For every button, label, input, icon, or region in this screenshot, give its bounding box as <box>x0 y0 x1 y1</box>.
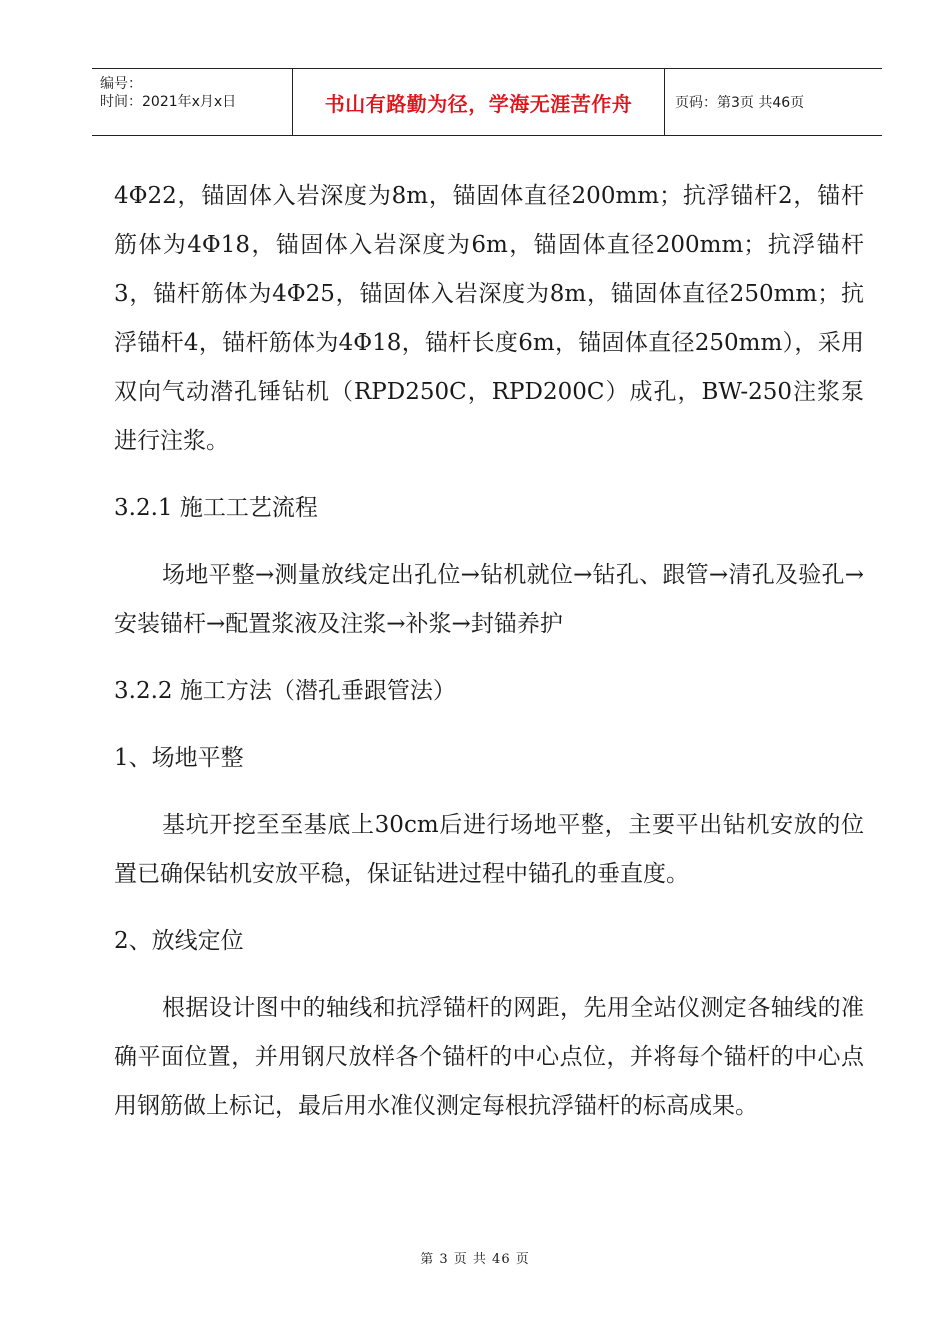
paragraph-site-leveling: 基坑开挖至至基底上30cm后进行场地平整，主要平出钻机安放的位置已确保钻机安放平稳，保证钻进过程中锚孔的垂直度。 <box>114 812 864 887</box>
header-motto: 书山有路勤为径，学海无涯苦作舟 <box>293 69 665 135</box>
subheading-layout-positioning: 2、放线定位 <box>114 928 244 954</box>
paragraph-anchor-specs: 4Φ22，锚固体入岩深度为8m，锚固体直径200mm；抗浮锚杆2，锚杆筋体为4Φ18，锚固体入岩深度为6m，锚固体直径200mm；抗浮锚杆3，锚杆筋体为4Φ25，锚固体入岩深度为8m，锚固体直径250mm；抗浮锚杆4，锚杆筋体为4Φ18，锚杆长度6m，锚固体直径250mm），采用双向气动潜孔锤钻机（RPD250C，RPD200C）成孔，BW-250注浆泵进行注浆。 <box>114 183 864 454</box>
paragraph-process-flow: 场地平整→测量放线定出孔位→钻机就位→钻孔、跟管→清孔及验孔→安装锚杆→配置浆液及注浆→补浆→封锚养护 <box>114 562 864 637</box>
page-footer: 第 3 页 共 46 页 <box>420 1252 530 1267</box>
paragraph-layout-positioning: 根据设计图中的轴线和抗浮锚杆的网距，先用全站仪测定各轴线的准确平面位置，并用钢尺放样各个锚杆的中心点位，并将每个锚杆的中心点用钢筋做上标记，最后用水准仪测定每根抗浮锚杆的标高成果。 <box>114 995 864 1119</box>
number-label: 编号： <box>100 76 142 92</box>
document-body <box>114 172 864 1131</box>
time-label: 时间：2021年x月x日 <box>100 94 237 110</box>
page-header <box>92 68 882 136</box>
subheading-site-leveling: 1、场地平整 <box>114 745 244 771</box>
header-page-label: 页码：第3页 共46页 <box>675 95 805 111</box>
section-heading-3-2-2: 3.2.2 施工方法（潜孔垂跟管法） <box>114 678 456 704</box>
header-meta-cell <box>92 69 293 135</box>
section-heading-3-2-1: 3.2.1 施工工艺流程 <box>114 495 318 521</box>
